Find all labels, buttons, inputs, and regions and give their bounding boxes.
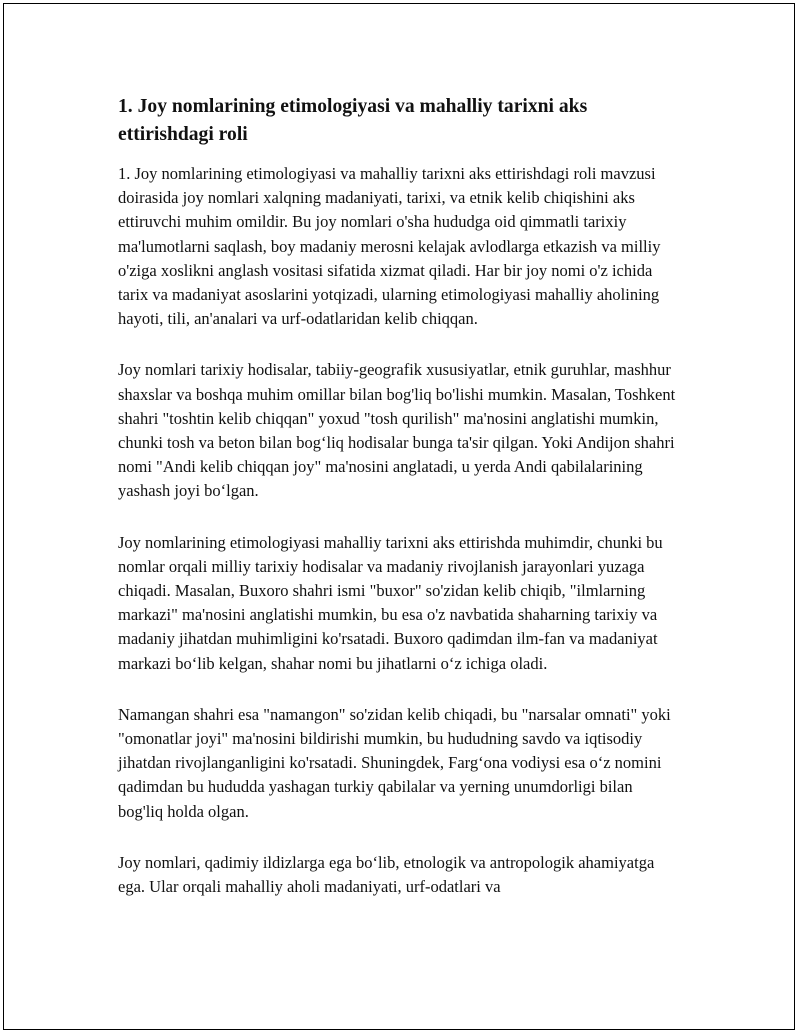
paragraph-2: Joy nomlari tarixiy hodisalar, tabiiy-geografik xususiyatlar, etnik guruhlar, mashhur shaxslar va boshqa muhim omillar bilan bog'liq bo'lishi mumkin. Masalan, Toshkent shahri "toshtin kelib chiqqan" yoxud "tosh qurilish" ma'nosini anglatishi mumkin, chunki tosh va beton bilan bog‘liq hodisalar bunga ta'sir qilgan. Yoki Andijon shahri nomi "Andi kelib chiqqan joy" ma'nosini anglatadi, u yerda Andi qabilalarining yashash joyi bo‘lgan. (118, 360, 676, 501)
paragraph-3: Joy nomlarining etimologiyasi mahalliy tarixni aks ettirishda muhimdir, chunki bu nomlar orqali milliy tarixiy hodisalar va madaniy rivojlanish jarayonlari yuzaga chiqadi. Masalan, Buxoro shahri ismi "buxor" so'zidan kelib chiqib, "ilmlarning markazi" ma'nosini anglatishi mumkin, bu esa o'z navbatida shaharning tarixiy va madaniy jihatdan muhimligini ko'rsatadi. Buxoro qadimdan ilm-fan va madaniyat markazi bo‘lib kelgan, shahar nomi bu jihatlarni o‘z ichiga oladi. (118, 532, 663, 673)
paragraph-5: Joy nomlari, qadimiy ildizlarga ega bo‘lib, etnologik va antropologik ahamiyatga ega. Ular orqali mahalliy aholi madaniyati, urf-odatlari va (118, 852, 655, 897)
paragraph-4: Namangan shahri esa "namangon" so'zidan kelib chiqadi, bu "narsalar omnati" yoki "omonatlar joyi" ma'nosini bildirishi mumkin, bu hududning savdo va iqtisodiy jihatdan rivojlanganligini ko'rsatadi. Shuningdek, Farg‘ona vodiysi esa o‘z nomini qadimdan bu hududda yashagan turkiy qabilalar va yerning unumdorligi bilan bog'liq holda olgan. (118, 704, 671, 821)
document-body (118, 93, 678, 899)
document-title: 1. Joy nomlarining etimologiyasi va mahalliy tarixni aks ettirishdagi roli (118, 96, 588, 145)
paragraph-1: 1. Joy nomlarining etimologiyasi va mahalliy tarixni aks ettirishdagi roli mavzusi doirasida joy nomlari xalqning madaniyati, tarixi, va etnik kelib chiqishini aks ettiruvchi muhim omildir. Bu joy nomlari o'sha hududga oid qimmatli tarixiy ma'lumotlarni saqlash, boy madaniy merosni kelajak avlodlarga etkazish va milliy o'ziga xoslikni anglash vositasi sifatida xizmat qiladi. Har bir joy nomi o'z ichida tarix va madaniyat asoslarini yotqizadi, ularning etimologiyasi mahalliy aholining hayoti, tili, an'analari va urf-odatlaridan kelib chiqqan. (118, 164, 661, 329)
